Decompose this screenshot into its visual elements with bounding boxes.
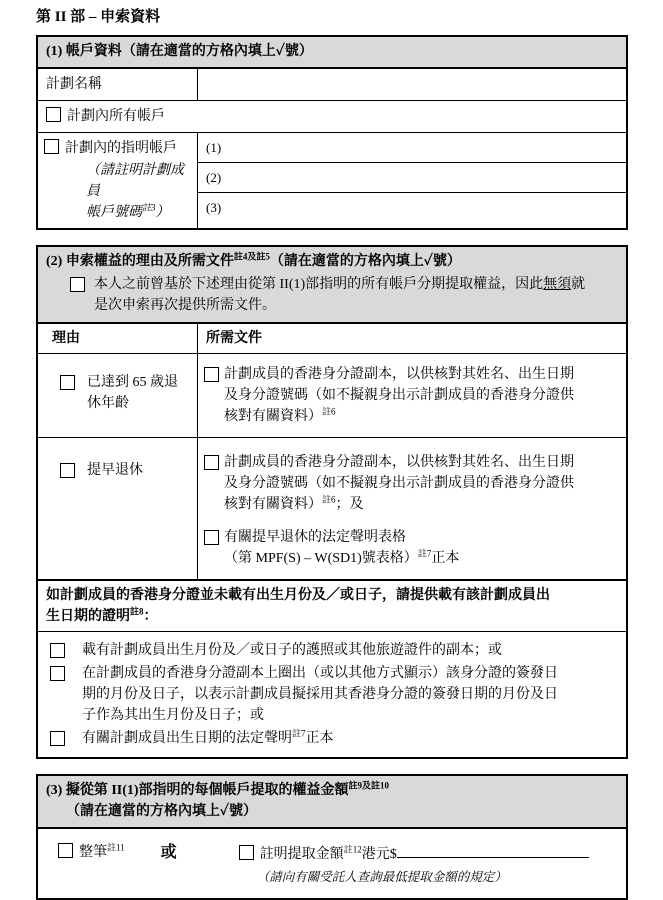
section3-withdrawal-amount-table [36,774,628,900]
account-number-input-1[interactable]: (1) [198,133,626,163]
section2-header [38,247,626,324]
reason-row-early-retirement [38,438,626,580]
section3-header [38,776,626,829]
birth-option-passport-text: 載有計劃成員出生月份及／或日子的護照或其他旅遊證件的副本；或 [82,643,502,658]
doc-early-declaration-text: 有關提早退休的法定聲明表格 （第 MPF(S) – W(SD1)號表格）$^{註7}$正本 [224,530,460,566]
checkbox-reason-early-retirement[interactable] [60,463,75,478]
footnote-8-ref: 註8 [130,606,144,617]
page-title: 第 II 部 – 申索資料 [36,9,161,25]
birth-option-circle-issue-date [50,663,618,726]
documents-column-header: 所需文件 [206,331,262,346]
birth-option-passport [50,640,618,661]
specified-accounts-label: 計劃內的指明帳戶 [65,141,177,156]
reason-early-retirement-label: 提早退休 [87,463,143,478]
footnote-7-ref: 註7 [417,548,432,559]
birth-proof-options [38,632,626,757]
reason-row-age65 [38,354,626,438]
checkbox-lump-sum[interactable] [58,843,73,858]
doc-early-declaration [204,527,618,569]
currency-label: 港元$ [361,847,397,862]
specified-amount-option [239,842,589,888]
doc-age65-hkid-text: 計劃成員的香港身分證副本，以供核對其姓名、出生日期 及身分證號碼（如不擬親身出示計劃成員的香港身分證供 核對有關資料）$^{註6}$ [224,367,574,424]
reason-column-header: 理由 [38,324,198,353]
footnote-12-ref: 註12 [343,844,362,855]
scheme-name-label: 計劃名稱 [38,69,198,100]
birth-date-proof-note: 如計劃成員的香港身分證並未載有出生月份及／或日子，請提供載有該計劃成員出 生日期的證明$^{註8}$： [38,580,626,632]
all-accounts-row [38,101,626,133]
checkbox-reason-age65[interactable] [60,375,75,390]
footnote-4-5-ref: 註4及註5 [233,251,270,262]
birth-option-circle-issue-date-text: 在計劃成員的香港身分證副本上圈出（或以其他方式顯示）該身分證的簽發日 期的月份及日子，以表示計劃成員擬採用其香港身分證的簽發日期的月份及日 子作為其出生月份及日子；或 [82,666,558,723]
checkbox-birth-circle-issue-date[interactable] [50,666,65,681]
doc-age65-hkid [204,364,618,427]
lump-sum-option [58,842,125,863]
footnote-3-ref: 註3 [142,202,156,213]
checkbox-doc-early-declaration[interactable] [204,530,219,545]
checkbox-prior-claim[interactable] [70,277,85,292]
section1-header: (1) 帳戶資料（請在適當的方格內填上✓號） [38,37,626,69]
withdrawal-amount-blank[interactable] [397,842,589,858]
specified-amount-label: 註明提取金額 [259,847,344,862]
scheme-name-row [38,69,626,101]
checkbox-birth-declaration[interactable] [50,731,65,746]
section1-account-info-table [36,35,628,230]
checkbox-all-accounts[interactable] [46,107,61,122]
birth-option-declaration-text: 有關計劃成員出生日期的法定聲明$^{註7}$正本 [82,728,334,746]
footnote-6-ref: 註6 [322,406,336,417]
footnote-11-ref: 註11 [107,842,125,853]
or-label: 或 [160,844,177,861]
doc-early-hkid-text: 計劃成員的香港身分證副本，以供核對其姓名、出生日期 及身分證號碼（如不擬親身出示計劃成員的香港身分證供 核對有關資料）$^{註6}$；及 [224,455,574,512]
section3-title: (3) 擬從第 II(1)部指明的每個帳戶提取的權益金額$^{註9及註10}$ [46,780,390,798]
checkbox-specified-accounts[interactable] [44,139,59,154]
birth-option-declaration [50,728,618,749]
footnote-9-10-ref: 註9及註10 [348,780,390,791]
footnote-6-ref: 註6 [322,494,336,505]
checkbox-doc-age65-hkid[interactable] [204,367,219,382]
account-number-input-2[interactable]: (2) [198,163,626,193]
specified-accounts-note: （請註明計劃成員 帳戶號碼$^{註3}$） [86,163,184,220]
checkbox-doc-early-hkid[interactable] [204,455,219,470]
minimum-amount-note: （請向有關受託人查詢最低提取金額的規定） [256,870,507,884]
footnote-7-ref: 註7 [292,728,306,739]
prior-claim-option [70,274,618,316]
section3-title-line2: （請在適當的方格內填上✓號） [66,804,258,819]
account-number-input-3[interactable]: (3) [206,200,222,215]
section3-body [38,829,626,898]
column-header-row [38,324,626,354]
section2-claim-reason-table [36,245,628,759]
scheme-name-input[interactable] [198,69,626,100]
section2-title: (2) 申索權益的理由及所需文件$^{註4及註5}$（請在適當的方格內填上✓號） [46,251,461,269]
specified-accounts-row [38,133,626,228]
reason-age65-label: 已達到 65 歲退 休年齡 [87,375,178,411]
checkbox-specified-amount[interactable] [239,845,254,860]
prior-claim-text: 本人之前曾基於下述理由從第 II(1)部指明的所有帳戶分期提取權益，因此無須就 是次申索再次提供所需文件。 [94,277,586,313]
lump-sum-label: 整筆 [79,845,107,860]
doc-early-hkid [204,452,618,515]
checkbox-birth-passport[interactable] [50,643,65,658]
all-accounts-label: 計劃內所有帳戶 [67,109,165,124]
